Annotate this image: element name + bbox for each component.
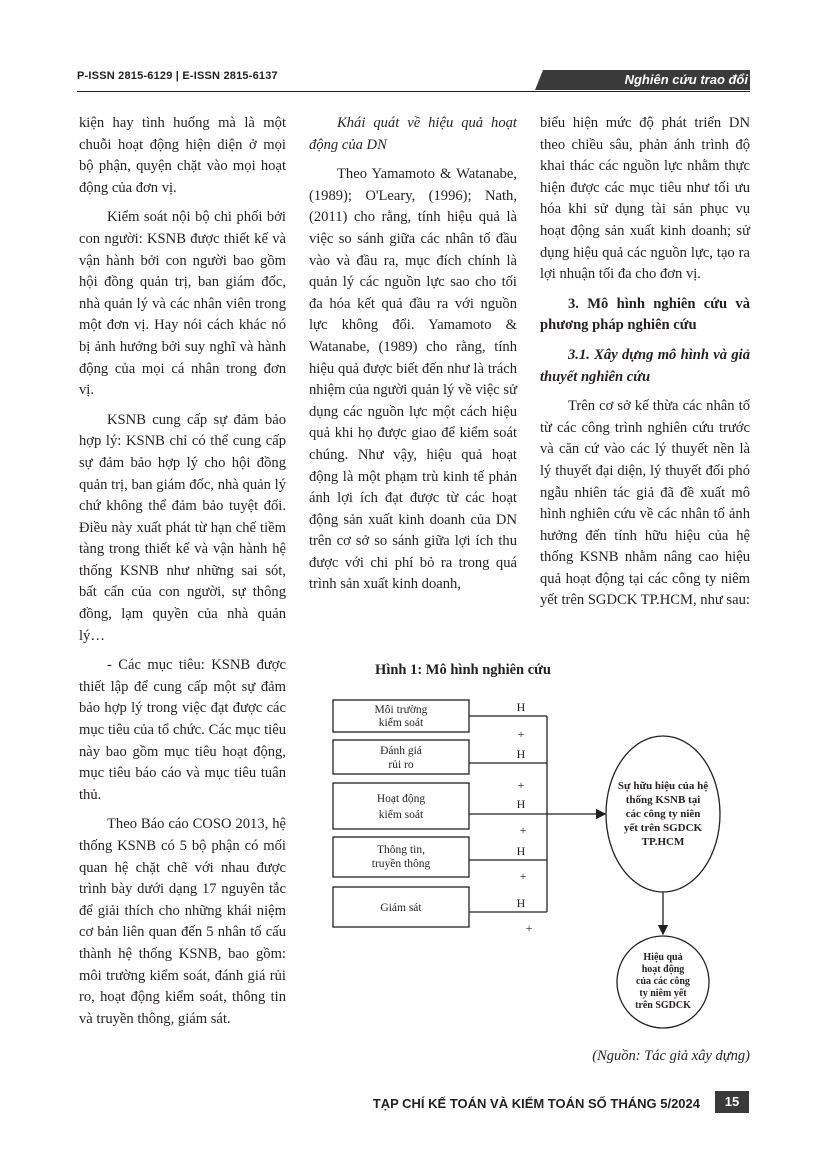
paragraph: Theo Báo cáo COSO 2013, hệ thống KSNB có 5 bộ phận có mối quan hệ chặt chẽ với nhau được trình bày dưới dạng 17 nguyên tắc để giải thích cho những khái niệm cơ bản liên quan đến 5 nhân tố cấu thành hệ thống KSNB, bao gồm: môi trường kiểm soát, đánh giá rủi ro, hoạt động kiểm soát, thông tin và truyền thông, giám sát. — [79, 816, 286, 1027]
subsection-heading: 3.1. Xây dựng mô hình và giả thuyết nghiên cứu — [540, 346, 750, 385]
section-title: Nghiên cứu trao đổi — [624, 72, 748, 87]
box-information-communication — [333, 837, 469, 877]
ellipse-text: các công ty niên — [625, 808, 701, 820]
plus-sign: + — [519, 869, 527, 883]
issn-header: P-ISSN 2815-6129 | E-ISSN 2815-6137 — [77, 70, 278, 82]
subheading: Khái quát về hiệu quả hoạt động của DN — [309, 115, 517, 153]
box-label: kiểm soát — [378, 809, 424, 821]
paragraph: Kiểm soát nội bộ chi phối bởi con người: KSNB được thiết kế và vận hành bởi con người bao gồm hội đồng quản trị, ban giám đốc, nhà quản lý và các nhân viên trong một đơn vị. Hay nói cách khác nó bị ảnh hưởng bởi suy nghĩ và hành động của mọi cá nhân trong đơn vị. — [79, 209, 286, 399]
paragraph: biểu hiện mức độ phát triển DN theo chiều sâu, phản ánh trình độ khai thác các nguồn lực nhằm thực hiện được các mục tiêu như tối ưu hóa khi sử dụng tài sản phục vụ hoạt động sản xuất kinh doanh; sử dụng hiệu quả các nguồn lực, tạo ra lợi nhuận tối đa cho đơn vị. — [540, 115, 750, 283]
header-divider — [77, 91, 750, 92]
journal-footer: TẠP CHÍ KẾ TOÁN VÀ KIỂM TOÁN SỐ THÁNG 5/2024 — [372, 1096, 700, 1111]
paragraph: KSNB cung cấp sự đảm bảo hợp lý: KSNB chỉ có thể cung cấp sự đảm bảo hợp lý cho hội đồng quản trị, ban giám đốc, nhà quản lý chứ không thể đảm bảo tuyệt đối. Điều này xuất phát từ hạn chế tiềm tàng trong thiết kế và vận hành hệ thống KSNB như những sai sót, bất cẩn của con người, sự thông đồng, lạm quyền của nhà quản lý… — [79, 411, 286, 644]
ellipse-text: yết trên SGDCK — [623, 822, 703, 834]
column-1 — [79, 113, 286, 1038]
ellipse-text: trên SGDCK — [635, 1000, 691, 1011]
section-heading: 3. Mô hình nghiên cứu và phương pháp nghiên cứu — [540, 295, 750, 334]
plus-sign: + — [525, 921, 533, 935]
plus-sign: + — [519, 823, 527, 837]
paragraph: kiện hay tình huống mà là một chuỗi hoạt động hiện diện ở mọi bộ phận, quyện chặt vào mọi hoạt động của đơn vị. — [79, 115, 286, 196]
box-label: Đánh giá — [380, 745, 422, 757]
ellipse-text: của các công — [636, 976, 690, 987]
box-label: rủi ro — [388, 759, 414, 771]
column-3 — [540, 113, 750, 620]
paragraph: - Các mục tiêu: KSNB được thiết lập để cung cấp một sự đảm bảo hợp lý trong việc đạt được các mục tiêu của tổ chức. Các mục tiêu này bao gồm mục tiêu hoạt động, mục tiêu báo cáo và mục tiêu tuân thủ. — [79, 657, 286, 803]
figure-diagram — [325, 692, 755, 1032]
plus-sign: + — [517, 727, 525, 741]
ellipse-text: Hiệu quả — [643, 952, 683, 963]
hypothesis-label: H — [516, 896, 526, 910]
research-model-figure — [325, 692, 755, 1032]
page-number: 15 — [715, 1091, 749, 1113]
paragraph: Trên cơ sở kế thừa các nhân tố từ các công trình nghiên cứu trước và căn cứ vào các lý thuyết nền là lý thuyết đại diện, lý thuyết đối phó ngẫu nhiên tác giả đã đề xuất mô hình nghiên cứu về các nhân tố ảnh hưởng đến tính hữu hiệu của hệ thống KSNB nhằm nâng cao hiệu quả hoạt động tại các công ty niêm yết trên SGDCK TP.HCM, như sau: — [540, 398, 750, 609]
hypothesis-label: H — [516, 747, 526, 761]
ellipse-text: TP.HCM — [641, 836, 685, 848]
plus-sign: + — [517, 778, 525, 792]
box-label: Thông tin, — [377, 844, 425, 856]
paragraph: Theo Yamamoto & Watanabe, (1989); O'Leary, (1996); Nath, (2011) cho rằng, tính hiệu quả là việc so sánh giữa các nhân tố đầu vào và đầu ra, mục đích chính là quản lý các nguồn lực sao cho tối đa hóa kết quả đầu ra với nguồn lực không đổi. Yamamoto & Watanabe, (1989) cho rằng, tính hiệu quả được biết đến như là trách nhiệm của người quản lý về việc sử dụng các nguồn lực một cách hiệu quả khi họ được giao để kiểm soát chúng. Như vậy, hiệu quả hoạt động là một phạm trù kinh tế phản ánh lợi ích đạt được từ các hoạt động sản xuất kinh doanh của DN trên cơ sở so sánh giữa lợi ích thu được với chi phí bỏ ra trong quá trình sản xuất kinh doanh, — [309, 166, 517, 593]
hypothesis-label: H — [516, 700, 526, 714]
ellipse-text: Sự hữu hiệu của hệ — [617, 780, 709, 792]
box-label: Hoạt động — [376, 793, 426, 805]
ellipse-text: ty niêm yết — [639, 988, 687, 999]
box-label: kiểm soát — [378, 717, 424, 729]
hypothesis-label: H — [516, 844, 526, 858]
ellipse-text: thống KSNB tại — [625, 794, 701, 806]
column-2 — [309, 113, 517, 604]
ellipse-text: hoạt động — [641, 964, 685, 975]
figure-title: Hình 1: Mô hình nghiên cứu — [375, 662, 551, 678]
box-control-activities — [333, 783, 469, 829]
box-label: truyền thông — [371, 858, 431, 870]
box-label: Môi trường — [374, 704, 428, 716]
hypothesis-label: H — [516, 797, 526, 811]
figure-source: (Nguồn: Tác giả xây dựng) — [592, 1048, 750, 1064]
box-label: Giám sát — [380, 902, 422, 914]
